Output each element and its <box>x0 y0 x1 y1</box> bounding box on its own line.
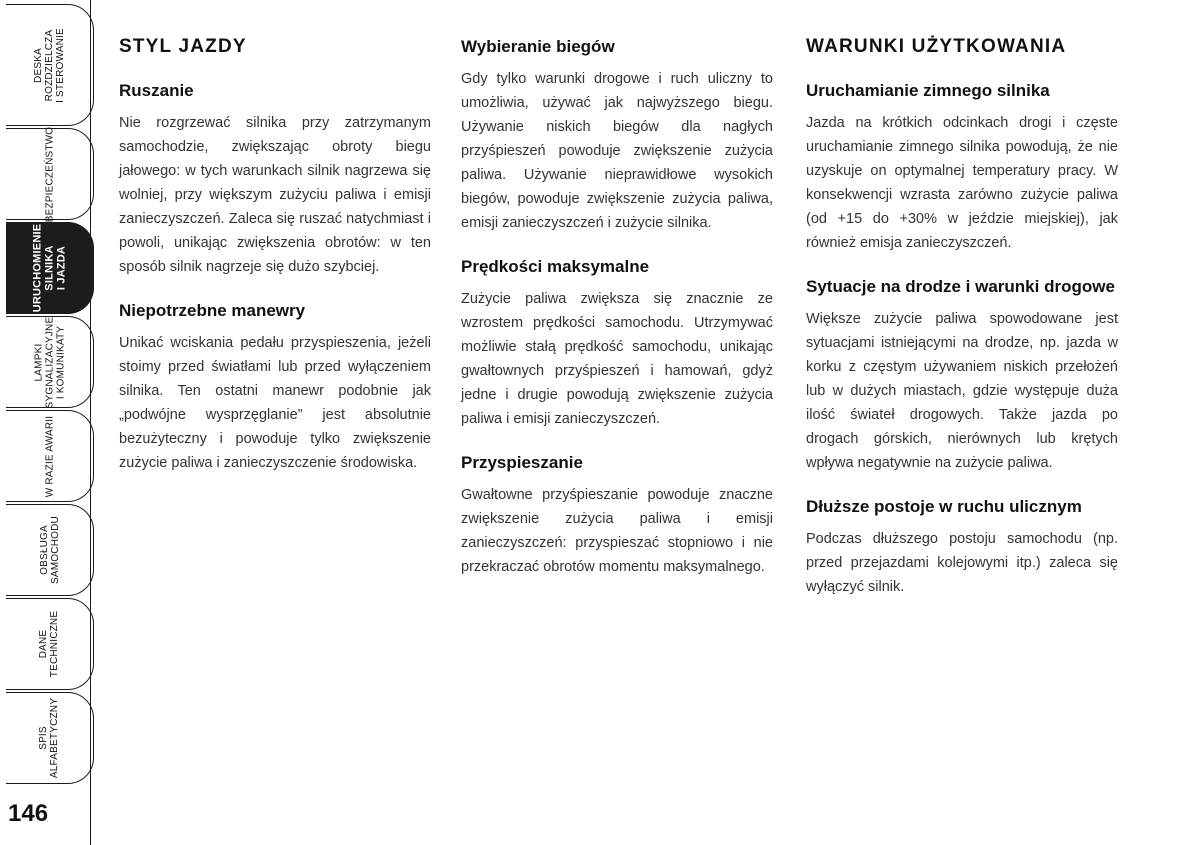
column-biegi <box>461 36 773 600</box>
tab-label: W RAZIE AWARII <box>43 415 55 497</box>
tab-label: URUCHOMIENIE SILNIKA I JAZDA <box>31 223 68 313</box>
tab-lampki-sygnalizacyjne[interactable] <box>6 316 94 408</box>
column-styl-jazdy <box>119 36 431 496</box>
paragraph-sytuacje-na-drodze: Większe zużycie paliwa spowodowane jest sytuacjami istniejącymi na drodze, np. jazda w korku z częstym używaniem niskich przełożeń lub w dużych miastach, gdzie występuje duża ilość świateł drogowych. Także jazda po drogach górskich, nierównych lub krętych wpływa negatywnie na zużycie paliwa. <box>806 311 1118 471</box>
paragraph-uruchamianie-zimnego-silnika: Jazda na krótkich odcinkach drogi i częste uruchamianie zimnego silnika powodują, że nie uzyskuje on optymalnej temperatury pracy. W konsekwencji wzrasta zarówno zużycie paliwa (od +15 do +30% w jeździe miejskiej), jak również emisja zanieczyszczeń. <box>806 115 1118 251</box>
page-number: 146 <box>8 800 49 827</box>
subtitle-uruchamianie-zimnego-silnika: Uruchamianie zimnego silnika <box>806 81 1050 100</box>
subtitle-sytuacje-na-drodze: Sytuacje na drodze i warunki drogowe <box>806 277 1115 296</box>
paragraph-wybieranie-biegow: Gdy tylko warunki drogowe i ruch uliczny to umożliwia, używać jak najwyższego biegu. Używanie niskich biegów dla nagłych przyśpieszeń powoduje zwiększenie zużycia paliwa. Używanie nieprawidłowe wysokich biegów, powoduje zwiększenie zużycia paliwa, emisji zanieczyszczeń i zużycie silnika. <box>461 71 773 231</box>
tab-label: DANE TECHNICZNE <box>38 610 61 678</box>
paragraph-predkosci-maksymalne: Zużycie paliwa zwiększa się znacznie ze wzrostem prędkości samochodu. Utrzymywać możliwie stałą prędkość samochodu, unikając gwałtownych przyśpieszeń i hamowań, gdyż jedne i drugie powodują zwiększenie zużycia paliwa i emisji zanieczyszczeń. <box>461 291 773 427</box>
subtitle-przyspieszanie: Przyspieszanie <box>461 453 583 472</box>
section-title-styl-jazdy: STYL JAZDY <box>119 36 247 57</box>
tab-deska-rozdzielcza[interactable] <box>6 4 94 126</box>
subtitle-dluzsze-postoje: Dłuższe postoje w ruchu ulicznym <box>806 497 1082 516</box>
tab-label: SPIS ALFABETYCZNY <box>38 697 61 779</box>
tab-label: BEZPIECZEŃSTWO <box>44 126 55 222</box>
tab-obsluga-samochodu[interactable] <box>6 504 94 596</box>
tab-label: LAMPKI SYGNALIZACYJNE I KOMUNIKATY <box>33 316 66 408</box>
paragraph-niepotrzebne-manewry: Unikać wciskania pedału przyspieszenia, jeżeli stoimy przed światłami lub przed wyłączeniem silnika. Ten ostatni manewr podobnie jak „podwójne wysprzęglanie” jest absolutnie bezużyteczny i powoduje tylko zwiększenie zużycie paliwa i zanieczyszczenie środowiska. <box>119 335 431 471</box>
paragraph-dluzsze-postoje: Podczas dłuższego postoju samochodu (np. przed przejazdami kolejowymi itp.) zaleca się wyłączyć silnik. <box>806 531 1118 595</box>
sidebar-divider <box>90 0 91 845</box>
paragraph-ruszanie: Nie rozgrzewać silnika przy zatrzymanym samochodzie, zwiększając obroty biegu jałowego: w tych warunkach silnik nagrzewa się wolniej, przy większym zużyciu paliwa i emisji zanieczyszczeń. Zaleca się ruszać natychmiast i powoli, unikając zwiększenia obrotów: w ten sposób silnik nagrzeje się dużo szybciej. <box>119 115 431 275</box>
chapter-sidebar <box>0 0 96 845</box>
subtitle-predkosci-maksymalne: Prędkości maksymalne <box>461 257 650 276</box>
column-warunki-uzytkowania <box>806 36 1118 620</box>
subtitle-niepotrzebne-manewry: Niepotrzebne manewry <box>119 301 306 320</box>
paragraph-przyspieszanie: Gwałtowne przyśpieszanie powoduje znaczne zwiększenie zużycia paliwa i emisji zanieczyszczeń: przyspieszać stopniowo i nie przekraczać obrotów momentu maksymalnego. <box>461 487 773 575</box>
tab-label: OBSŁUGA SAMOCHODU <box>38 516 61 584</box>
tab-bezpieczenstwo[interactable] <box>6 128 94 220</box>
subtitle-ruszanie: Ruszanie <box>119 81 194 100</box>
subtitle-wybieranie-biegow: Wybieranie biegów <box>461 37 615 56</box>
tab-spis-alfabetyczny[interactable] <box>6 692 94 784</box>
section-title-warunki-uzytkowania: WARUNKI UŻYTKOWANIA <box>806 36 1067 57</box>
tab-label: DESKA ROZDZIELCZA I STEROWANIE <box>33 27 66 103</box>
tab-uruchomienie-silnika[interactable] <box>6 222 94 314</box>
tab-w-razie-awarii[interactable] <box>6 410 94 502</box>
tab-dane-techniczne[interactable] <box>6 598 94 690</box>
